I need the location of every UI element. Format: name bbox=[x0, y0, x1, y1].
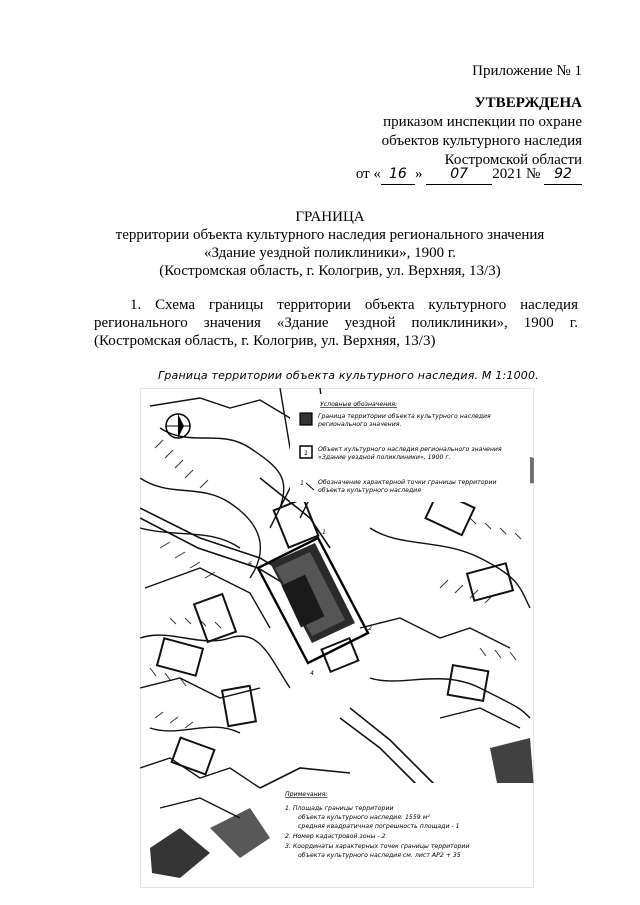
note2: 2. Номер кадастровой зоны - 2 bbox=[285, 833, 386, 840]
compass-icon bbox=[166, 414, 190, 438]
note3-line2: объекта культурного наследия см. лист АР2 + 35 bbox=[298, 852, 461, 859]
date-mid: » bbox=[414, 166, 423, 182]
order-line-3: Костромской области bbox=[444, 152, 582, 168]
point-2-label: 2 bbox=[368, 625, 372, 632]
notes-title: Примечания: bbox=[285, 791, 328, 798]
order-line-1: приказом инспекции по охране bbox=[383, 114, 582, 130]
note3-line1: 3. Координаты характерных точек границы территории bbox=[285, 843, 470, 850]
legend-item2-line2: «Здание уездной поликлиники», 1900 г. bbox=[318, 454, 451, 461]
object-legend-badge: 1 bbox=[304, 450, 308, 457]
legend-item1-line2: регионального значения. bbox=[318, 421, 402, 428]
title-line-2: «Здание уездной поликлиники», 1900 г. bbox=[203, 245, 457, 261]
date-day: 16 bbox=[381, 165, 415, 185]
date-prefix: от « bbox=[355, 166, 381, 182]
legend-title: Условные обозначения: bbox=[320, 401, 398, 408]
note1-line3: средняя квадратичная погрешность площади - 1 bbox=[298, 823, 460, 830]
order-line-2: объектов культурного наследия bbox=[381, 133, 582, 149]
legend-item1-line1: Граница территории объекта культурного наследия bbox=[318, 413, 491, 420]
map-legend bbox=[290, 394, 530, 502]
scheme-paragraph bbox=[94, 296, 578, 350]
legend-item3-line2: объекта культурного наследия bbox=[318, 487, 421, 494]
date-year: 2021 № bbox=[492, 166, 541, 182]
point-1-label: 1 bbox=[322, 529, 326, 536]
paragraph-line-3: (Костромская область, г. Кологрив, ул. Верхняя, 13/3) bbox=[94, 333, 436, 349]
doc-title: ГРАНИЦА bbox=[295, 209, 365, 225]
order-date-line bbox=[356, 165, 582, 185]
point-4-label: 4 bbox=[310, 670, 314, 677]
paragraph-line-1: 1. Схема границы территории объекта культурного наследия bbox=[130, 297, 578, 313]
order-number: 92 bbox=[544, 165, 582, 185]
appendix-label: Приложение № 1 bbox=[472, 63, 582, 79]
title-line-3: (Костромская область, г. Кологрив, ул. Верхняя, 13/3) bbox=[159, 263, 501, 279]
approved-stamp: УТВЕРЖДЕНА bbox=[474, 95, 582, 111]
map-title: Граница территории объекта культурного наследия. М 1:1000. bbox=[158, 369, 539, 382]
date-month: 07 bbox=[426, 165, 492, 185]
legend-item3-line1: Обозначение характерной точки границы территории bbox=[318, 479, 497, 486]
note1-line1: 1. Площадь границы территории bbox=[285, 805, 394, 812]
point-6-label: 6 bbox=[248, 561, 252, 568]
legend-item2-line1: Объект культурного наследия регионального значения bbox=[318, 446, 502, 453]
title-line-1: территории объекта культурного наследия регионального значения bbox=[115, 227, 545, 243]
cadastral-map bbox=[140, 388, 534, 888]
paragraph-line-2: регионального значения «Здание уездной поликлиники», 1900 г. bbox=[94, 315, 578, 331]
point-legend-badge: 1 bbox=[300, 480, 304, 487]
note1-line2: объекта культурного наследия: 1559 м² bbox=[298, 814, 430, 821]
map-notes bbox=[280, 783, 534, 888]
boundary-legend-icon bbox=[300, 413, 312, 425]
